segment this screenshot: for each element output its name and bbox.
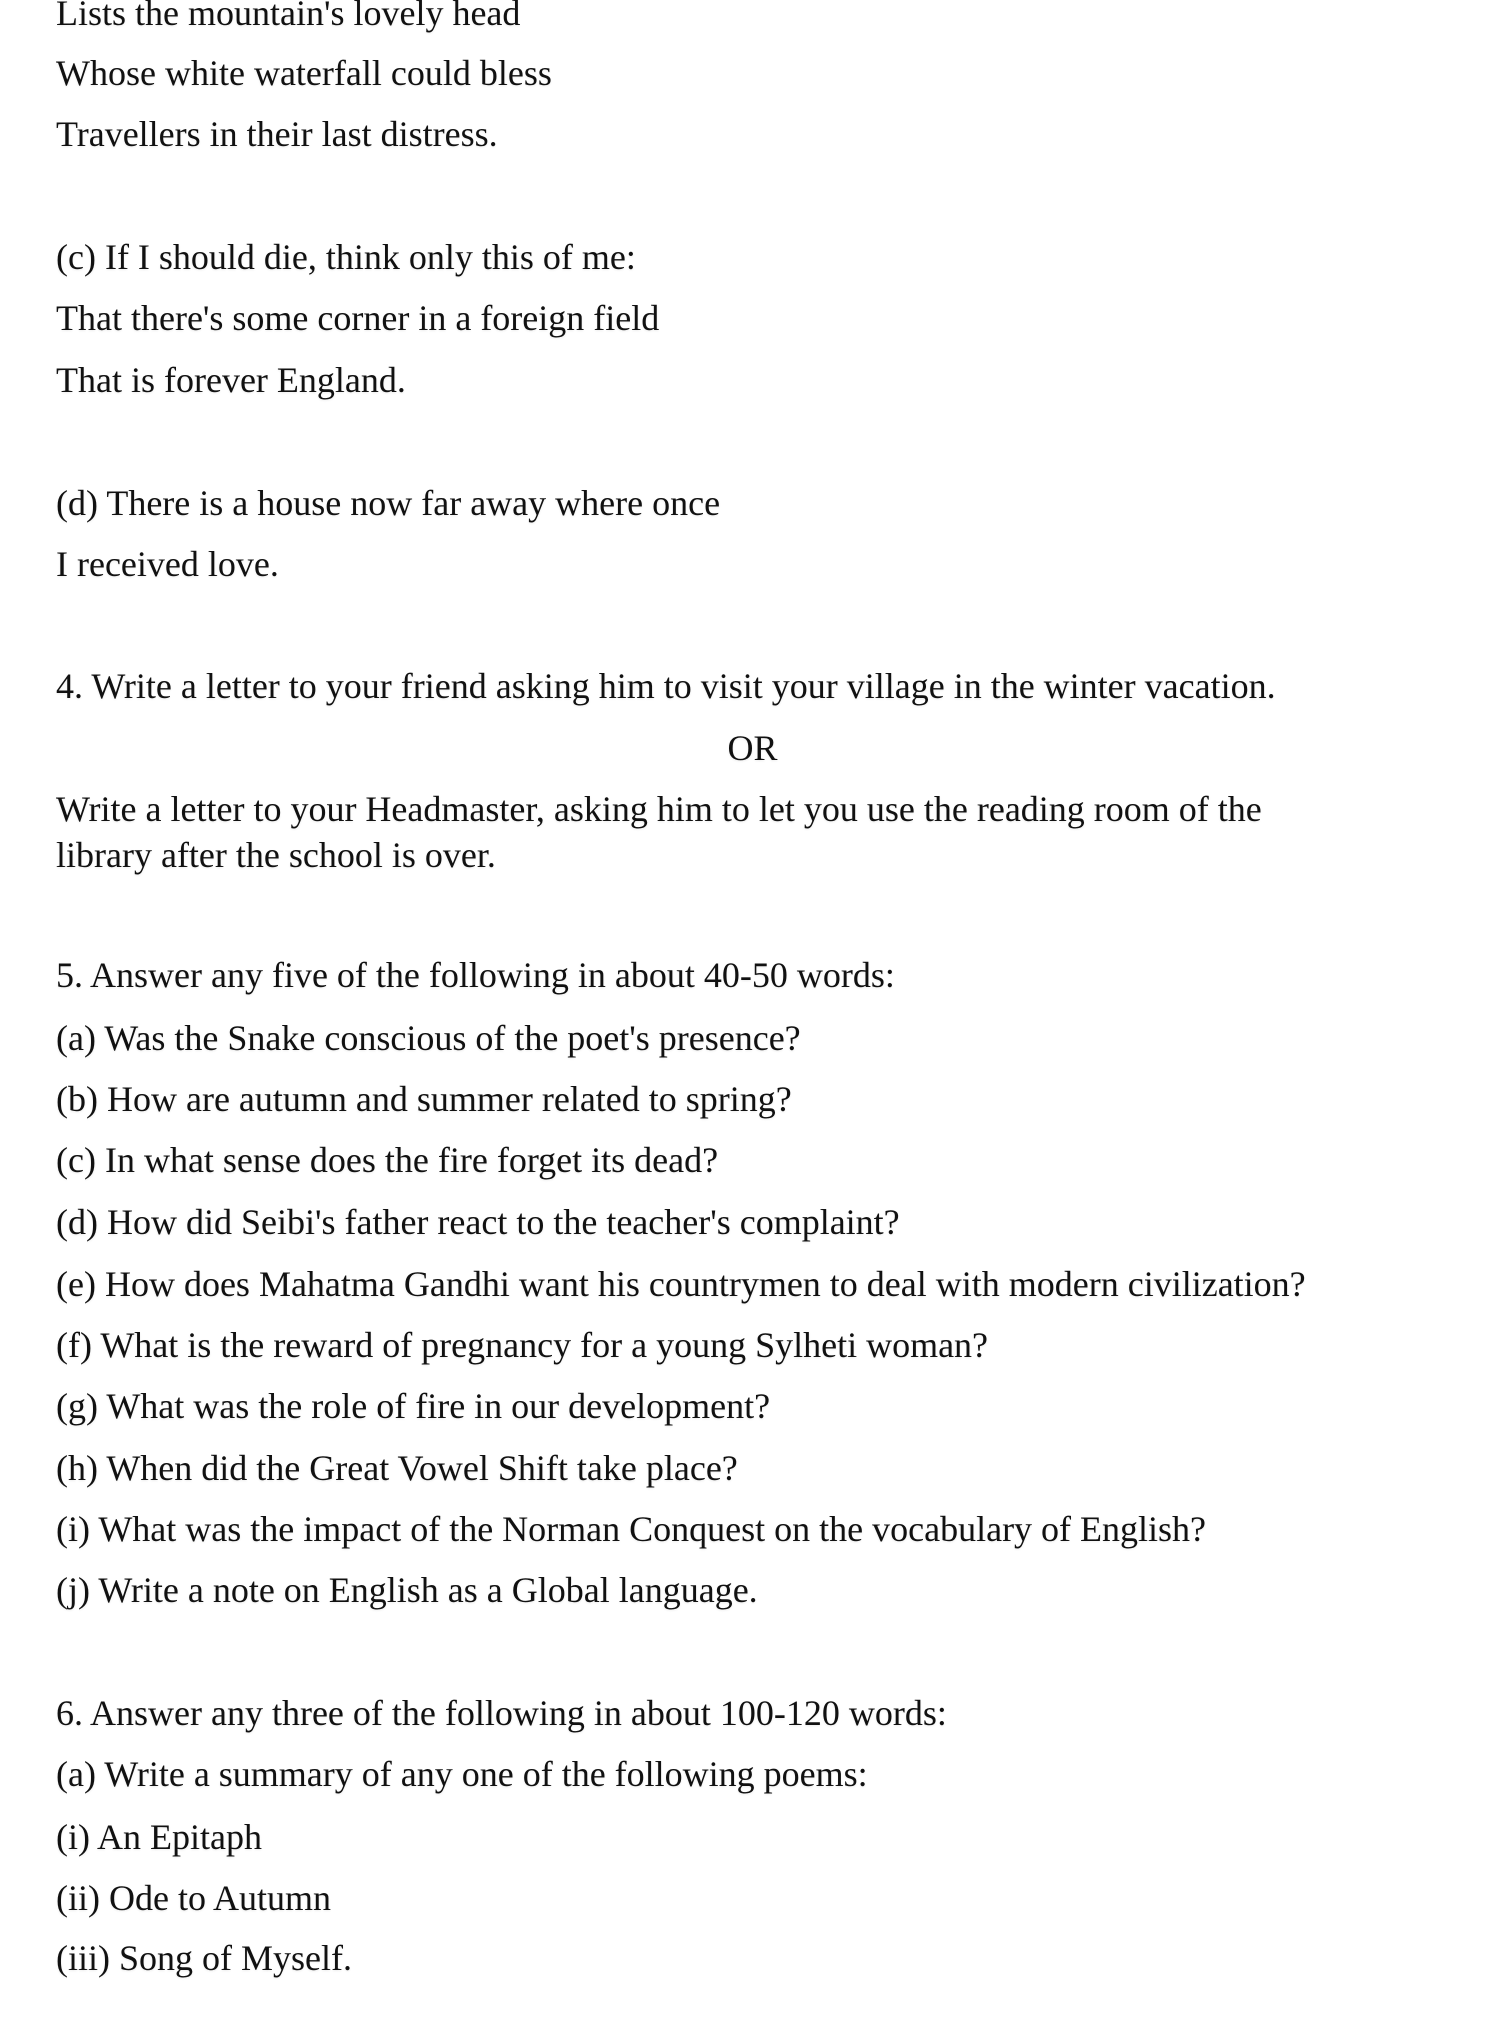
sub-question: (f) What is the reward of pregnancy for a young Sylheti woman? bbox=[56, 1325, 989, 1365]
sub-question: (g) What was the role of fire in our development? bbox=[56, 1386, 771, 1426]
sub-question: (d) How did Seibi's father react to the teacher's complaint? bbox=[56, 1202, 900, 1242]
or-separator: OR bbox=[727, 728, 778, 768]
poem-line: I received love. bbox=[56, 544, 279, 584]
poem-option: (i) An Epitaph bbox=[56, 1817, 262, 1857]
poem-line: That is forever England. bbox=[56, 360, 406, 400]
poem-option: (iii) Song of Myself. bbox=[56, 1938, 352, 1978]
poem-option: (ii) Ode to Autumn bbox=[56, 1878, 331, 1918]
poem-line: Lists the mountain's lovely head bbox=[56, 0, 521, 33]
sub-question: (j) Write a note on English as a Global language. bbox=[56, 1570, 758, 1610]
sub-question: (a) Was the Snake conscious of the poet's presence? bbox=[56, 1018, 801, 1058]
sub-question: (h) When did the Great Vowel Shift take place? bbox=[56, 1448, 738, 1488]
sub-question: (e) How does Mahatma Gandhi want his countrymen to deal with modern civilization? bbox=[56, 1264, 1306, 1304]
poem-line: (c) If I should die, think only this of me: bbox=[56, 237, 636, 277]
poem-line: (d) There is a house now far away where once bbox=[56, 483, 721, 523]
question-prompt: 6. Answer any three of the following in about 100-120 words: bbox=[56, 1693, 947, 1733]
sub-question: (i) What was the impact of the Norman Conquest on the vocabulary of English? bbox=[56, 1509, 1207, 1549]
poem-line: Travellers in their last distress. bbox=[56, 114, 498, 154]
sub-question: (c) In what sense does the fire forget its dead? bbox=[56, 1140, 719, 1180]
alternative-prompt-line: Write a letter to your Headmaster, asking him to let you use the reading room of the bbox=[56, 789, 1262, 829]
question-prompt: 4. Write a letter to your friend asking him to visit your village in the winter vacation. bbox=[56, 666, 1276, 706]
question-prompt: 5. Answer any five of the following in about 40-50 words: bbox=[56, 955, 895, 995]
sub-question: (a) Write a summary of any one of the following poems: bbox=[56, 1754, 868, 1794]
sub-question: (b) How are autumn and summer related to spring? bbox=[56, 1079, 792, 1119]
poem-line: That there's some corner in a foreign field bbox=[56, 298, 660, 338]
poem-line: Whose white waterfall could bless bbox=[56, 53, 552, 93]
alternative-prompt-line: library after the school is over. bbox=[56, 835, 496, 875]
